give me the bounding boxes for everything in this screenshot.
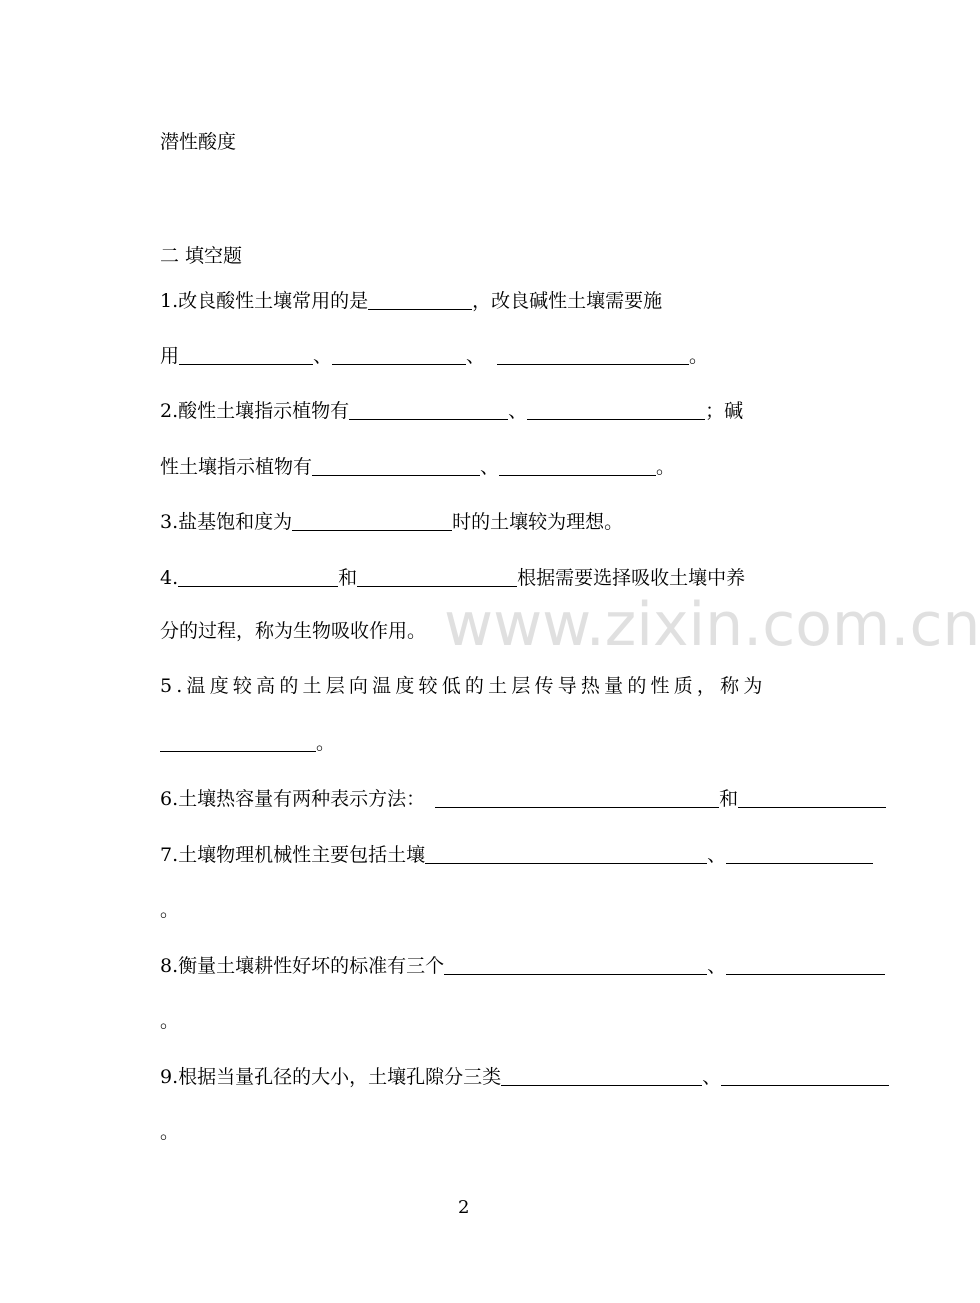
question-2-text-f: 。: [656, 456, 676, 478]
question-6-text-a: 6.土壤热容量有两种表示方法：: [160, 788, 426, 810]
question-6-line-1: [160, 786, 886, 811]
question-1-text-d: 、: [313, 345, 333, 367]
question-4-text-b: 和: [338, 567, 358, 589]
question-7-text-a: 7.土壤物理机械性主要包括土壤: [160, 844, 426, 866]
question-5-text-b: 。: [316, 732, 336, 754]
answer-blank[interactable]: [312, 457, 480, 476]
question-1-line-1: [160, 288, 662, 313]
question-7-line-2: 。: [160, 899, 180, 921]
question-4-text-c: 根据需要选择吸收土壤中养: [517, 567, 746, 589]
question-4-text-a: 4.: [160, 567, 179, 589]
question-9-text-a: 9.根据当量孔径的大小，土壤孔隙分三类: [160, 1066, 502, 1088]
question-9-line-1: [160, 1064, 889, 1089]
question-1-text-b: ，改良碱性土壤需要施: [472, 290, 663, 312]
section-title: 二 填空题: [160, 245, 243, 267]
answer-blank[interactable]: [425, 845, 707, 864]
answer-blank[interactable]: [527, 401, 705, 420]
answer-blank[interactable]: [444, 956, 707, 975]
question-1-text-f: 。: [689, 345, 709, 367]
question-4-line-1: [160, 565, 745, 590]
question-6-text-b: 和: [719, 788, 739, 810]
question-1-text-e: 、: [466, 345, 486, 367]
answer-blank[interactable]: [499, 457, 656, 476]
question-4-line-2: 分的过程，称为生物吸收作用。: [160, 620, 427, 642]
question-2-text-c: ；碱: [705, 400, 744, 422]
page-number: 2: [458, 1197, 470, 1218]
watermark-text: www.zixin.com.cn: [444, 590, 980, 660]
question-9-text-b: 、: [702, 1066, 722, 1088]
question-2-line-1: [160, 398, 743, 423]
answer-blank[interactable]: [435, 789, 719, 808]
answer-blank[interactable]: [497, 346, 689, 365]
question-2-text-e: 、: [480, 456, 500, 478]
question-1-text-a: 1.改良酸性土壤常用的是: [160, 290, 369, 312]
question-2-line-2: [160, 454, 675, 479]
answer-blank[interactable]: [726, 956, 885, 975]
answer-blank[interactable]: [292, 512, 452, 531]
answer-blank[interactable]: [368, 291, 472, 310]
answer-blank[interactable]: [160, 733, 316, 752]
question-1-text-c: 用: [160, 345, 180, 367]
question-3-text-b: 时的土壤较为理想。: [452, 511, 624, 533]
question-2-text-b: 、: [508, 400, 528, 422]
answer-blank[interactable]: [349, 401, 508, 420]
answer-blank[interactable]: [357, 568, 517, 587]
answer-blank[interactable]: [738, 789, 886, 808]
question-9-line-2: 。: [160, 1121, 180, 1143]
question-5-line-2: [160, 730, 335, 755]
question-8-text-a: 8.衡量土壤耕性好坏的标准有三个: [160, 955, 445, 977]
answer-blank[interactable]: [501, 1067, 702, 1086]
question-3-line-1: [160, 509, 623, 534]
term-heading: 潜性酸度: [160, 131, 237, 153]
question-2-text-d: 性土壤指示植物有: [160, 456, 313, 478]
answer-blank[interactable]: [332, 346, 466, 365]
question-8-text-b: 、: [707, 955, 727, 977]
question-8-line-1: [160, 953, 885, 978]
question-1-line-2: [160, 343, 708, 368]
question-2-text-a: 2.酸性土壤指示植物有: [160, 400, 350, 422]
question-3-text-a: 3.盐基饱和度为: [160, 511, 293, 533]
answer-blank[interactable]: [721, 1067, 889, 1086]
answer-blank[interactable]: [179, 346, 313, 365]
question-7-line-1: [160, 842, 873, 867]
question-8-line-2: 。: [160, 1010, 180, 1032]
question-5-line-1: 5.温度较高的土层向温度较低的土层传导热量的性质，称为: [160, 675, 767, 697]
answer-blank[interactable]: [178, 568, 338, 587]
question-7-text-b: 、: [707, 844, 727, 866]
answer-blank[interactable]: [726, 845, 873, 864]
